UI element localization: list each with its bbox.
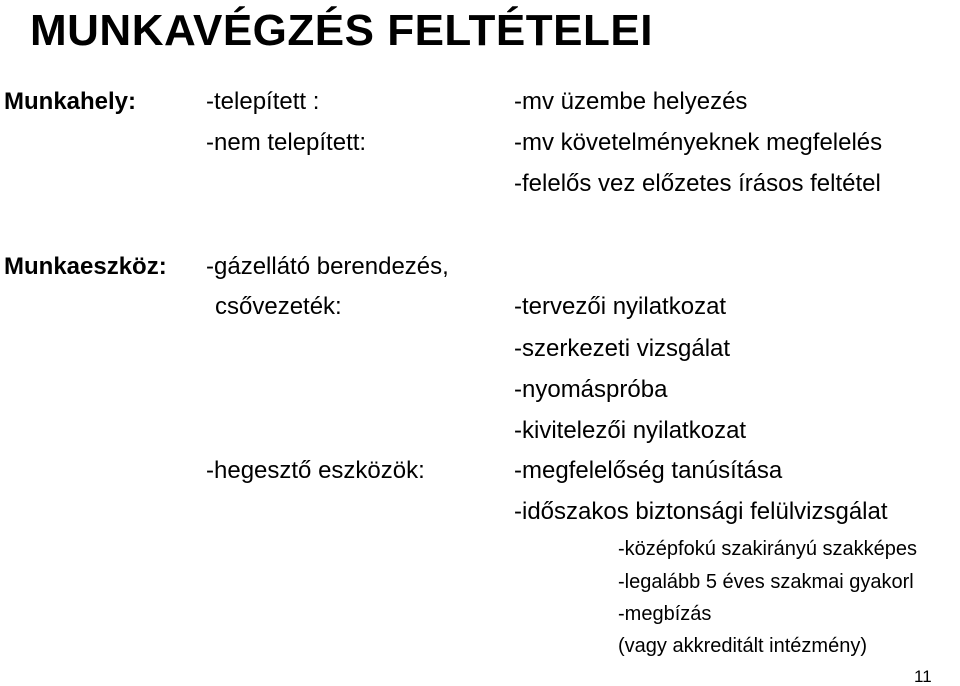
inspection-condition: (vagy akkreditált intézmény) [618,635,867,657]
inspection-condition: -megbízás [618,603,712,625]
workplace-item-not-installed: -nem telepített: [206,129,367,156]
gas-requirement: -szerkezeti vizsgálat [514,335,731,362]
gas-requirement: -tervezői nyilatkozat [514,293,727,320]
workplace-item-installed: -telepített : [206,88,320,115]
pipeline-label: csővezeték: [215,293,342,320]
workplace-requirement: -mv követelményeknek megfelelés [514,129,883,156]
workplace-requirement: -felelős vez előzetes írásos feltétel [514,170,881,197]
gas-equipment-line: -gázellátó berendezés, [206,253,449,280]
page-title: MUNKAVÉGZÉS FELTÉTELEI [30,6,653,55]
gas-requirement: -kivitelezői nyilatkozat [514,417,747,444]
welding-requirement: -időszakos biztonsági felülvizsgálat [514,498,888,525]
welding-equipment-label: -hegesztő eszközök: [206,457,425,484]
inspection-condition: -legalább 5 éves szakmai gyakorl [618,571,914,593]
page-number: 11 [914,667,932,686]
gas-requirement: -nyomáspróba [514,376,668,403]
workplace-label: Munkahely: [4,88,137,115]
welding-requirement: -megfelelőség tanúsítása [514,457,783,484]
workplace-requirement: -mv üzembe helyezés [514,88,748,115]
equipment-label: Munkaeszköz: [4,253,167,280]
inspection-condition: -középfokú szakirányú szakképes [618,538,918,560]
